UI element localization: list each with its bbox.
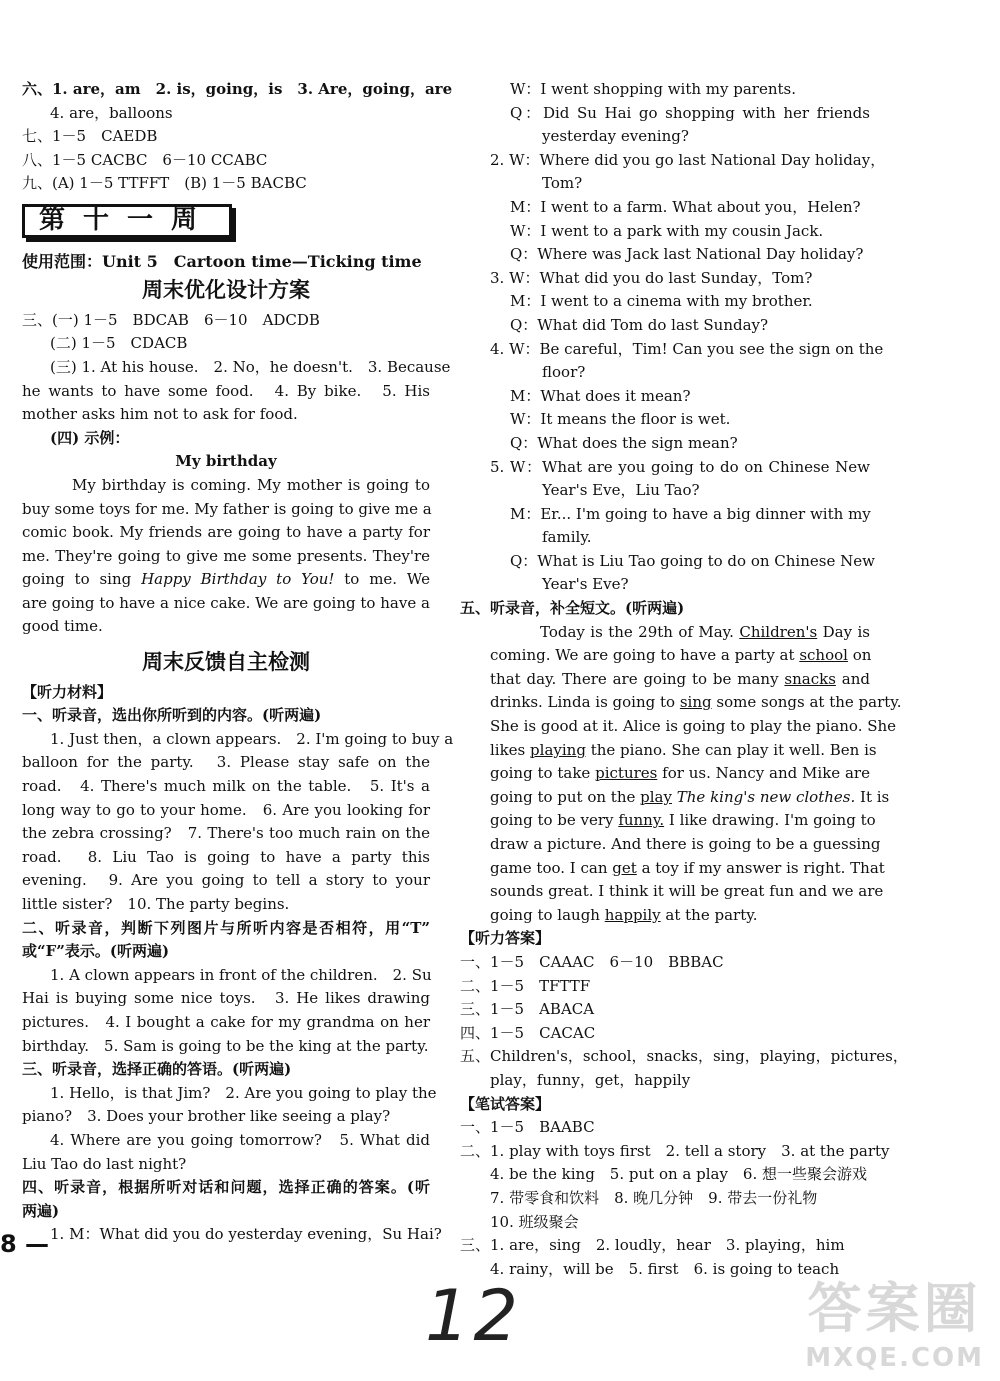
question-header: 五、听录音，补全短文。(听两遍) <box>460 599 685 618</box>
section-title-plan: 周末优化设计方案 <box>142 278 310 303</box>
passage-line: going to take pictures for us. Nancy and Mike are <box>490 764 870 783</box>
dialogue-line: 2. W：Where did you go last National Day holiday， <box>490 150 886 169</box>
dialogue-line: Q：What did Tom do last Sunday? <box>510 315 769 334</box>
play-title: The king's new clothes. <box>676 787 856 806</box>
dialogue-line: Year's Eve? <box>542 575 629 594</box>
dialogue-line: family. <box>542 528 592 547</box>
answer-line: 五、Children's，school，snacks，sing，playing，pictures， <box>460 1047 908 1066</box>
text-line: 4. Where are you going tomorrow? 5. What did <box>50 1130 430 1149</box>
answer-line: 7. 带零食和饮料 8. 晚几分钟 9. 带去一份礼物 <box>490 1188 818 1207</box>
dialogue-line: W：It means the floor is wet. <box>510 410 731 429</box>
dialogue-line: M：Er... I'm going to have a big dinner with my <box>510 504 871 523</box>
dialogue-line: Q：Did Su Hai go shopping with her friends <box>510 103 870 122</box>
dialogue-line: floor? <box>542 363 586 382</box>
dialogue-line: 5. W：What are you going to do on Chinese New <box>490 457 870 476</box>
text-line: 1. Just then，a clown appears. 2. I'm going to buy a <box>50 729 454 748</box>
answer-line: 二、1. play with toys first 2. tell a story 3. at the party <box>460 1141 890 1160</box>
passage-line: going to laugh happily at the party. <box>490 905 758 924</box>
answer-line: 九、(A) 1－5 TTFFT (B) 1－5 BACBC <box>22 174 307 193</box>
text-line: evening. 9. Are you going to tell a story to your <box>22 871 430 890</box>
right-column <box>460 78 908 1281</box>
text-line: little sister? 10. The party begins. <box>22 895 290 913</box>
essay-line: buy some toys for me. My father is going to give me a <box>22 499 432 518</box>
left-column <box>22 78 454 1247</box>
listening-material-header: 【听力材料】 <box>22 682 113 701</box>
filled-word: school <box>799 646 848 665</box>
dialogue-line: M：I went to a cinema with my brother. <box>510 292 813 311</box>
watermark <box>805 1266 984 1373</box>
dialogue-line: M：I went to a farm. What about you，Helen? <box>510 197 861 216</box>
essay-line: me. They're going to give me some presents. They're <box>22 546 430 565</box>
text-line: long way to go to your home. 6. Are you looking for <box>22 800 430 819</box>
answer-line: 二、1－5 TFTTF <box>460 976 591 995</box>
text-line: 1. A clown appears in front of the children. 2. Su <box>50 965 432 984</box>
passage-line: game too. I can get a toy if my answer is right. That <box>490 858 885 877</box>
answer-line: 三、1－5 ABACA <box>460 1000 595 1019</box>
answer-line: 四、1－5 CACAC <box>460 1023 596 1042</box>
handwritten-mark: 12 <box>425 1275 523 1357</box>
passage-line: that day. There are going to be many snacks and <box>490 669 870 688</box>
song-title: Happy Birthday to You! <box>141 570 335 589</box>
answer-line: 八、1－5 CACBC 6－10 CCABC <box>22 150 268 169</box>
written-answers-header: 【笔试答案】 <box>460 1094 551 1113</box>
question-header: 二、听录音，判断下列图片与所听内容是否相符，用“T” <box>22 918 430 937</box>
dialogue-line: M：What does it mean? <box>510 386 691 405</box>
dialogue-line: Year's Eve，Liu Tao? <box>542 481 700 500</box>
watermark-url: MXQE.COM <box>805 1343 984 1373</box>
dialogue-line: 3. W：What did you do last Sunday，Tom? <box>490 268 813 287</box>
essay-line: going to sing Happy Birthday to You! to me. We <box>22 570 430 589</box>
answer-line: 4. are，balloons <box>50 103 173 122</box>
listening-answers-header: 【听力答案】 <box>460 929 551 948</box>
week-badge: 第十一周 <box>22 204 232 238</box>
text-line: road. 8. Liu Tao is going to have a party this <box>22 847 430 866</box>
passage-line: going to put on the play The king's new clothes. It is <box>490 787 890 806</box>
usage-range: 使用范围：Unit 5 Cartoon time—Ticking time <box>22 251 422 271</box>
answer-line: 10. 班级聚会 <box>490 1212 579 1231</box>
filled-word: happily <box>604 905 661 924</box>
answer-line: 六、1. are，am 2. is，going，is 3. Are，going，are <box>22 80 453 98</box>
question-header: 两遍) <box>22 1201 60 1220</box>
text-line: balloon for the party. 3. Please stay safe on the <box>22 753 430 772</box>
answer-line: 三、1. are，sing 2. loudly，hear 3. playing，him <box>460 1236 845 1255</box>
text-line: 1. Hello，is that Jim? 2. Are you going to play the <box>50 1083 437 1102</box>
dialogue-line: yesterday evening? <box>542 127 689 146</box>
filled-word: funny. <box>618 811 665 830</box>
filled-word: get <box>612 858 637 877</box>
text-line: 1. M：What did you do yesterday evening，Su Hai? <box>50 1225 442 1244</box>
question-header: 四、听录音，根据所听对话和问题，选择正确的答案。(听 <box>22 1178 430 1197</box>
question-header: 或“F”表示。(听两遍) <box>22 942 170 961</box>
passage-line: sounds great. I think it will be great fun and we are <box>490 882 884 901</box>
dialogue-line: Q：What is Liu Tao going to do on Chinese New <box>510 551 875 570</box>
page-number: 8 — <box>0 1230 50 1258</box>
answer-line: 一、1－5 CAAAC 6－10 BBBAC <box>460 952 724 971</box>
passage-line: She is good at it. Alice is going to play the piano. She <box>490 717 897 736</box>
watermark-logo-text: 答案圈 <box>807 1277 982 1340</box>
answer-line: 4. rainy，will be 5. first 6. is going to teach <box>490 1259 840 1278</box>
question-header: 一、听录音，选出你所听到的内容。(听两遍) <box>22 706 322 725</box>
answer-line: (四) 示例： <box>50 428 130 447</box>
filled-word: Children's <box>739 622 818 641</box>
text-line: road. 4. There's much milk on the table. 5. It's a <box>22 777 430 796</box>
answer-line: he wants to have some food. 4. By bike. 5. His <box>22 381 430 400</box>
passage-line: going to be very funny. I like drawing. I'm going to <box>490 811 876 830</box>
text-line: pictures. 4. I bought a cake for my grandma on her <box>22 1012 430 1031</box>
answer-line: 三、(一) 1－5 BDCAB 6－10 ADCDB <box>22 310 320 329</box>
answer-line: (二) 1－5 CDACB <box>50 334 188 353</box>
passage-line: coming. We are going to have a party at school on <box>490 646 872 665</box>
text-line: the zebra crossing? 7. There's too much rain on the <box>22 824 430 843</box>
passage-line: draw a picture. And there is going to be a guessing <box>490 835 881 853</box>
dialogue-line: W：I went shopping with my parents. <box>510 80 797 98</box>
essay-line: comic book. My friends are going to have a party for <box>22 523 430 542</box>
essay-line: My birthday is coming. My mother is going to <box>72 475 430 494</box>
answer-line: 4. be the king 5. put on a play 6. 想一些聚会游戏 <box>490 1165 868 1184</box>
essay-title: My birthday <box>175 452 277 471</box>
section-title-test: 周末反馈自主检测 <box>142 650 310 675</box>
filled-word: playing <box>530 740 586 759</box>
passage-line: likes playing the piano. She can play it well. Ben is <box>490 740 877 759</box>
passage-line: Today is the 29th of May. Children's Day is <box>540 622 870 641</box>
text-line: piano? 3. Does your brother like seeing a play? <box>22 1107 391 1126</box>
dialogue-line: Tom? <box>542 174 583 193</box>
filled-word: sing <box>679 693 712 712</box>
answer-line: 一、1－5 BAABC <box>460 1118 595 1137</box>
answer-line: mother asks him not to ask for food. <box>22 405 298 424</box>
filled-word: pictures <box>595 764 658 783</box>
essay-line: are going to have a nice cake. We are going to have a <box>22 593 430 612</box>
question-header: 三、听录音，选择正确的答语。(听两遍) <box>22 1060 292 1079</box>
filled-word: play <box>640 787 672 806</box>
answer-line: play，funny，get，happily <box>490 1070 691 1089</box>
text-line: birthday. 5. Sam is going to be the king at the party. <box>22 1036 429 1055</box>
text-line: Hai is buying some nice toys. 3. He likes drawing <box>22 989 430 1008</box>
text-line: Liu Tao do last night? <box>22 1154 187 1173</box>
dialogue-line: Q：What does the sign mean? <box>510 433 738 452</box>
filled-word: snacks <box>784 669 836 688</box>
answer-line: 七、1－5 CAEDB <box>22 127 158 146</box>
dialogue-line: 4. W：Be careful，Tim! Can you see the sign on the <box>490 339 884 358</box>
answer-line: (三) 1. At his house. 2. No，he doesn't. 3. Because <box>50 357 451 376</box>
essay-line: good time. <box>22 617 103 636</box>
passage-line: drinks. Linda is going to sing some songs at the party. <box>490 693 902 712</box>
dialogue-line: Q：Where was Jack last National Day holiday? <box>510 245 864 264</box>
dialogue-line: W：I went to a park with my cousin Jack. <box>510 221 824 240</box>
